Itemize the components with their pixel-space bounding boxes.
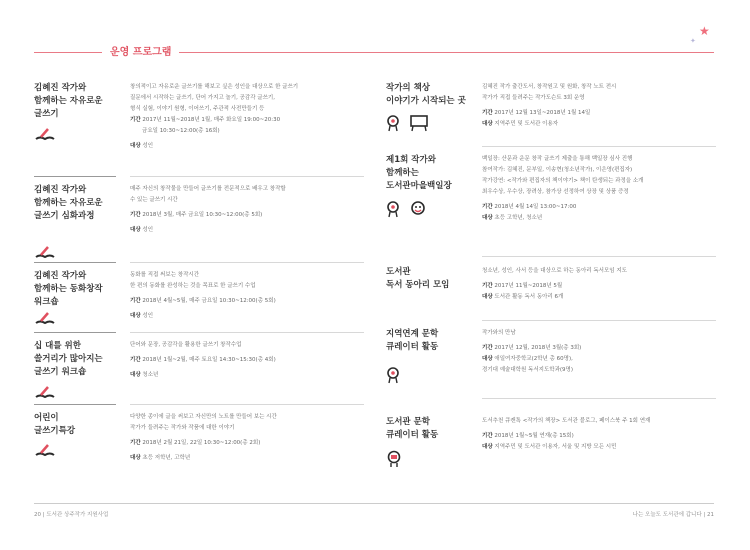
program-title: 김혜진 작가와 함께하는 자유로운 글쓰기 [34, 83, 103, 119]
award-medal-icon [386, 366, 468, 384]
divider [34, 176, 116, 177]
program-body: 단어와 문장, 공감각을 활용한 글쓰기 창작수업 기간 2018년 1월~2월, 매주 토요일 14:30~15:30(총 4회) 대상 청소년 [130, 342, 276, 378]
divider [34, 332, 116, 333]
divider [130, 404, 364, 405]
section-title: 운영 프로그램 [102, 43, 179, 58]
divider [482, 398, 716, 399]
program-body: 창의적이고 자유로운 글쓰기를 해보고 싶은 성인을 대상으로 한 글쓰기 질문에서 시작하는 글쓰기, 단어 가지고 놀기, 공감각 글쓰기, 형식 실험, 이야기 원형, 이어쓰기, 주관적 사전만들기 등 기간 2017년 11월~2018년 1월, 매주 화요일 19:00~20:30 금요일 10:30~12:00(총 16회) 대상 성인 [130, 84, 299, 149]
footer-left: 20 | 도서관 상주작가 지원사업 [34, 512, 109, 518]
program-body: 백일장: 산문과 운문 창작 글쓰기 제출을 통해 백일장 심사 진행 참여작가: 김혜진, 문부일, 이송현(청소년작가), 이은영(편집자) 작가강연: <작가와 편집자의 책이야기> 책이 탄생되는 과정을 소개 최우수상, 우수상, 장려상, 참가상 선정하여 상장 및 상품 증정 기간 2018년 4월 14일 13:00~17:00 대상 초등 고학년, 청소년 [482, 156, 644, 221]
book-pen-icon [34, 384, 116, 402]
divider [482, 256, 716, 257]
divider [482, 320, 716, 321]
program-title: 도서관 독서 동아리 모임 [386, 267, 450, 290]
divider [34, 404, 116, 405]
program-title: 작가의 책상 이야기가 시작되는 곳 [386, 83, 466, 106]
program-title: 김혜진 작가와 함께하는 자유로운 글쓰기 심화과정 [34, 185, 103, 221]
program-title: 지역연계 문학 큐레이터 활동 [386, 329, 439, 352]
program-body: 청소년, 성인, 사서 등을 대상으로 하는 동아리 독서모임 지도 기간 2017년 11월~2018년 5월 대상 도서관 활동 독서 동아리 6개 [482, 268, 627, 300]
book-pen-icon [34, 310, 116, 328]
program-body: 김혜진 작가 출간도서, 창작원고 및 원화, 창작 노트 전시 작가가 직접 들려주는 작가도슨트 3회 운영 기간 2017년 12월 13일~2018년 1월 14일 대상 지역주민 및 도서관 이용자 [482, 84, 617, 127]
small-star-icon: ✦ [690, 37, 696, 45]
book-pen-icon [34, 126, 116, 144]
divider [130, 262, 364, 263]
program-body: 다양한 종이에 글을 써보고 자신만의 노트를 만들어 보는 시간 작가가 들려주는 작가와 작품에 대한 이야기 기간 2018년 2월 21일, 22일 10:30~12:00(총 2회) 대상 초등 저학년, 고학년 [130, 414, 277, 461]
divider [34, 262, 116, 263]
program-title: 어린이 글쓰기특강 [34, 413, 76, 436]
divider [130, 176, 364, 177]
divider [482, 146, 716, 147]
divider [130, 332, 364, 333]
program-body: 매주 자신의 창작물을 만들어 글쓰기를 전문적으로 배우고 창작할 수 있는 글쓰기 시간 기간 2018년 3월, 매주 금요일 10:30~12:00(총 5회) 대상 성인 [130, 186, 286, 233]
book-pen-icon [34, 442, 116, 460]
program-title: 김혜진 작가와 함께하는 동화창작 워크숍 [34, 271, 103, 307]
program-title: 십 대를 위한 쓸거리가 많아지는 글쓰기 워크숍 [34, 341, 103, 377]
program-body: 동화를 직접 써보는 창작시간 한 편의 동화를 완성하는 것을 목표로 한 글쓰기 수업 기간 2018년 4월~5월, 매주 금요일 10:30~12:00(총 5회) 대상 성인 [130, 272, 276, 319]
program-body: 도서추천 큐캔톡 <작가의 책장> 도서관 블로그, 페이스북 주 1회 연재 기간 2018년 1월~5월 연재(총 15회) 대상 지역주민 및 도서관 이용자, 서울 및 지방 모든 시민 [482, 418, 651, 450]
star-icon: ★ [699, 24, 710, 38]
curator-icon [386, 450, 468, 468]
program-title: 도서관 문학 큐레이터 활동 [386, 417, 439, 440]
book-pen-icon [34, 244, 116, 262]
program-body: 작가와의 만남 기간 2017년 12월, 2018년 3월(총 3회) 대상 애일여자중학교(2학년 총 60명), 경기대 예술대학원 독서지도학과(9명) [482, 330, 582, 373]
footer-rule [34, 503, 714, 504]
exhibition-icons [386, 114, 446, 132]
program-title: 제1회 작가와 함께하는 도서관마을백일장 [386, 155, 452, 191]
award-icons [386, 200, 446, 218]
footer-right: 나는 오늘도 도서관에 갑니다 | 21 [632, 512, 714, 518]
